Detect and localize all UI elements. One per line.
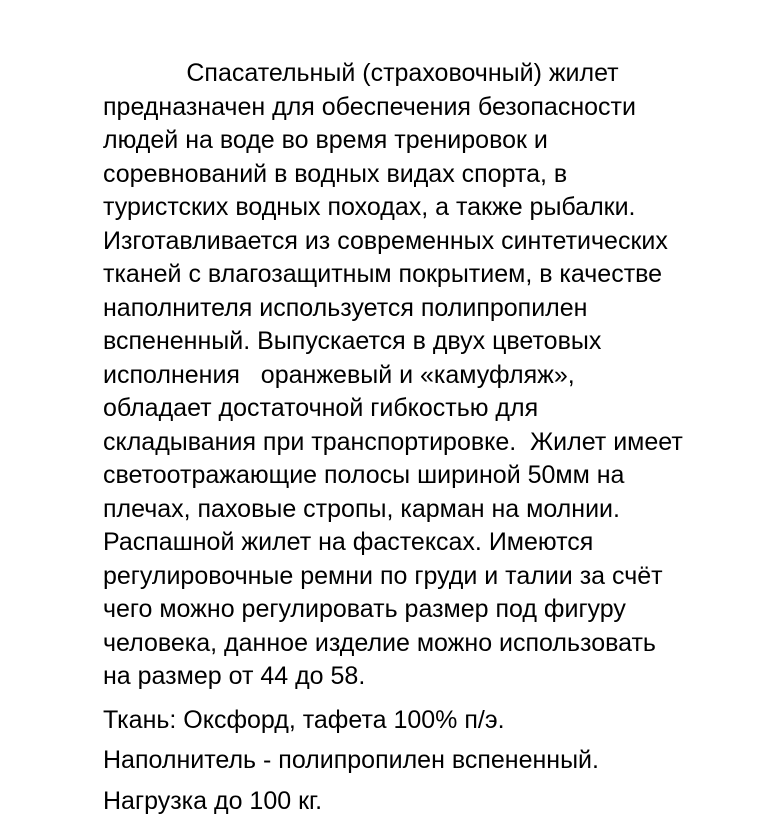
filler-spec: Наполнитель - полипропилен вспененный. xyxy=(103,746,599,774)
description-line: тканей с влагозащитным покрытием, в качестве xyxy=(103,260,663,288)
description-line: людей на воде во время тренировок и xyxy=(103,126,548,154)
description-paragraph xyxy=(103,57,743,694)
load-spec: Нагрузка до 100 кг. xyxy=(103,786,323,815)
description-line: чего можно регулировать размер под фигуру xyxy=(103,595,626,623)
description-line: Спасательный (страховочный) жилет xyxy=(103,59,619,87)
description-line: предназначен для обеспечения безопасности xyxy=(103,92,636,121)
description-line: на размер от 44 до 58. xyxy=(103,662,366,690)
description-line: обладает достаточной гибкостью для xyxy=(103,394,539,422)
product-description-document xyxy=(103,57,743,818)
description-line: наполнителя используется полипропилен xyxy=(103,293,588,322)
description-line: светоотражающие полосы шириной 50мм на xyxy=(103,461,625,489)
description-line: плечах, паховые стропы, карман на молнии. xyxy=(103,494,620,523)
description-line: регулировочные ремни по груди и талии за счёт xyxy=(103,561,663,590)
description-line: вспененный. Выпускается в двух цветовых xyxy=(103,327,602,355)
description-line: человека, данное изделие можно использовать xyxy=(103,628,656,657)
description-line: исполнения оранжевый и «камуфляж», xyxy=(103,360,575,389)
description-line: туристских водных походах, а также рыбалки. xyxy=(103,193,636,221)
description-line: Распашной жилет на фастексах. Имеются xyxy=(103,528,594,556)
description-line: Изготавливается из современных синтетических xyxy=(103,226,668,255)
description-line: складывания при транспортировке. Жилет имеет xyxy=(103,427,683,456)
description-line: соревнований в водных видах спорта, в xyxy=(103,159,568,188)
fabric-spec: Ткань: Оксфорд, тафета 100% п/э. xyxy=(103,705,505,734)
